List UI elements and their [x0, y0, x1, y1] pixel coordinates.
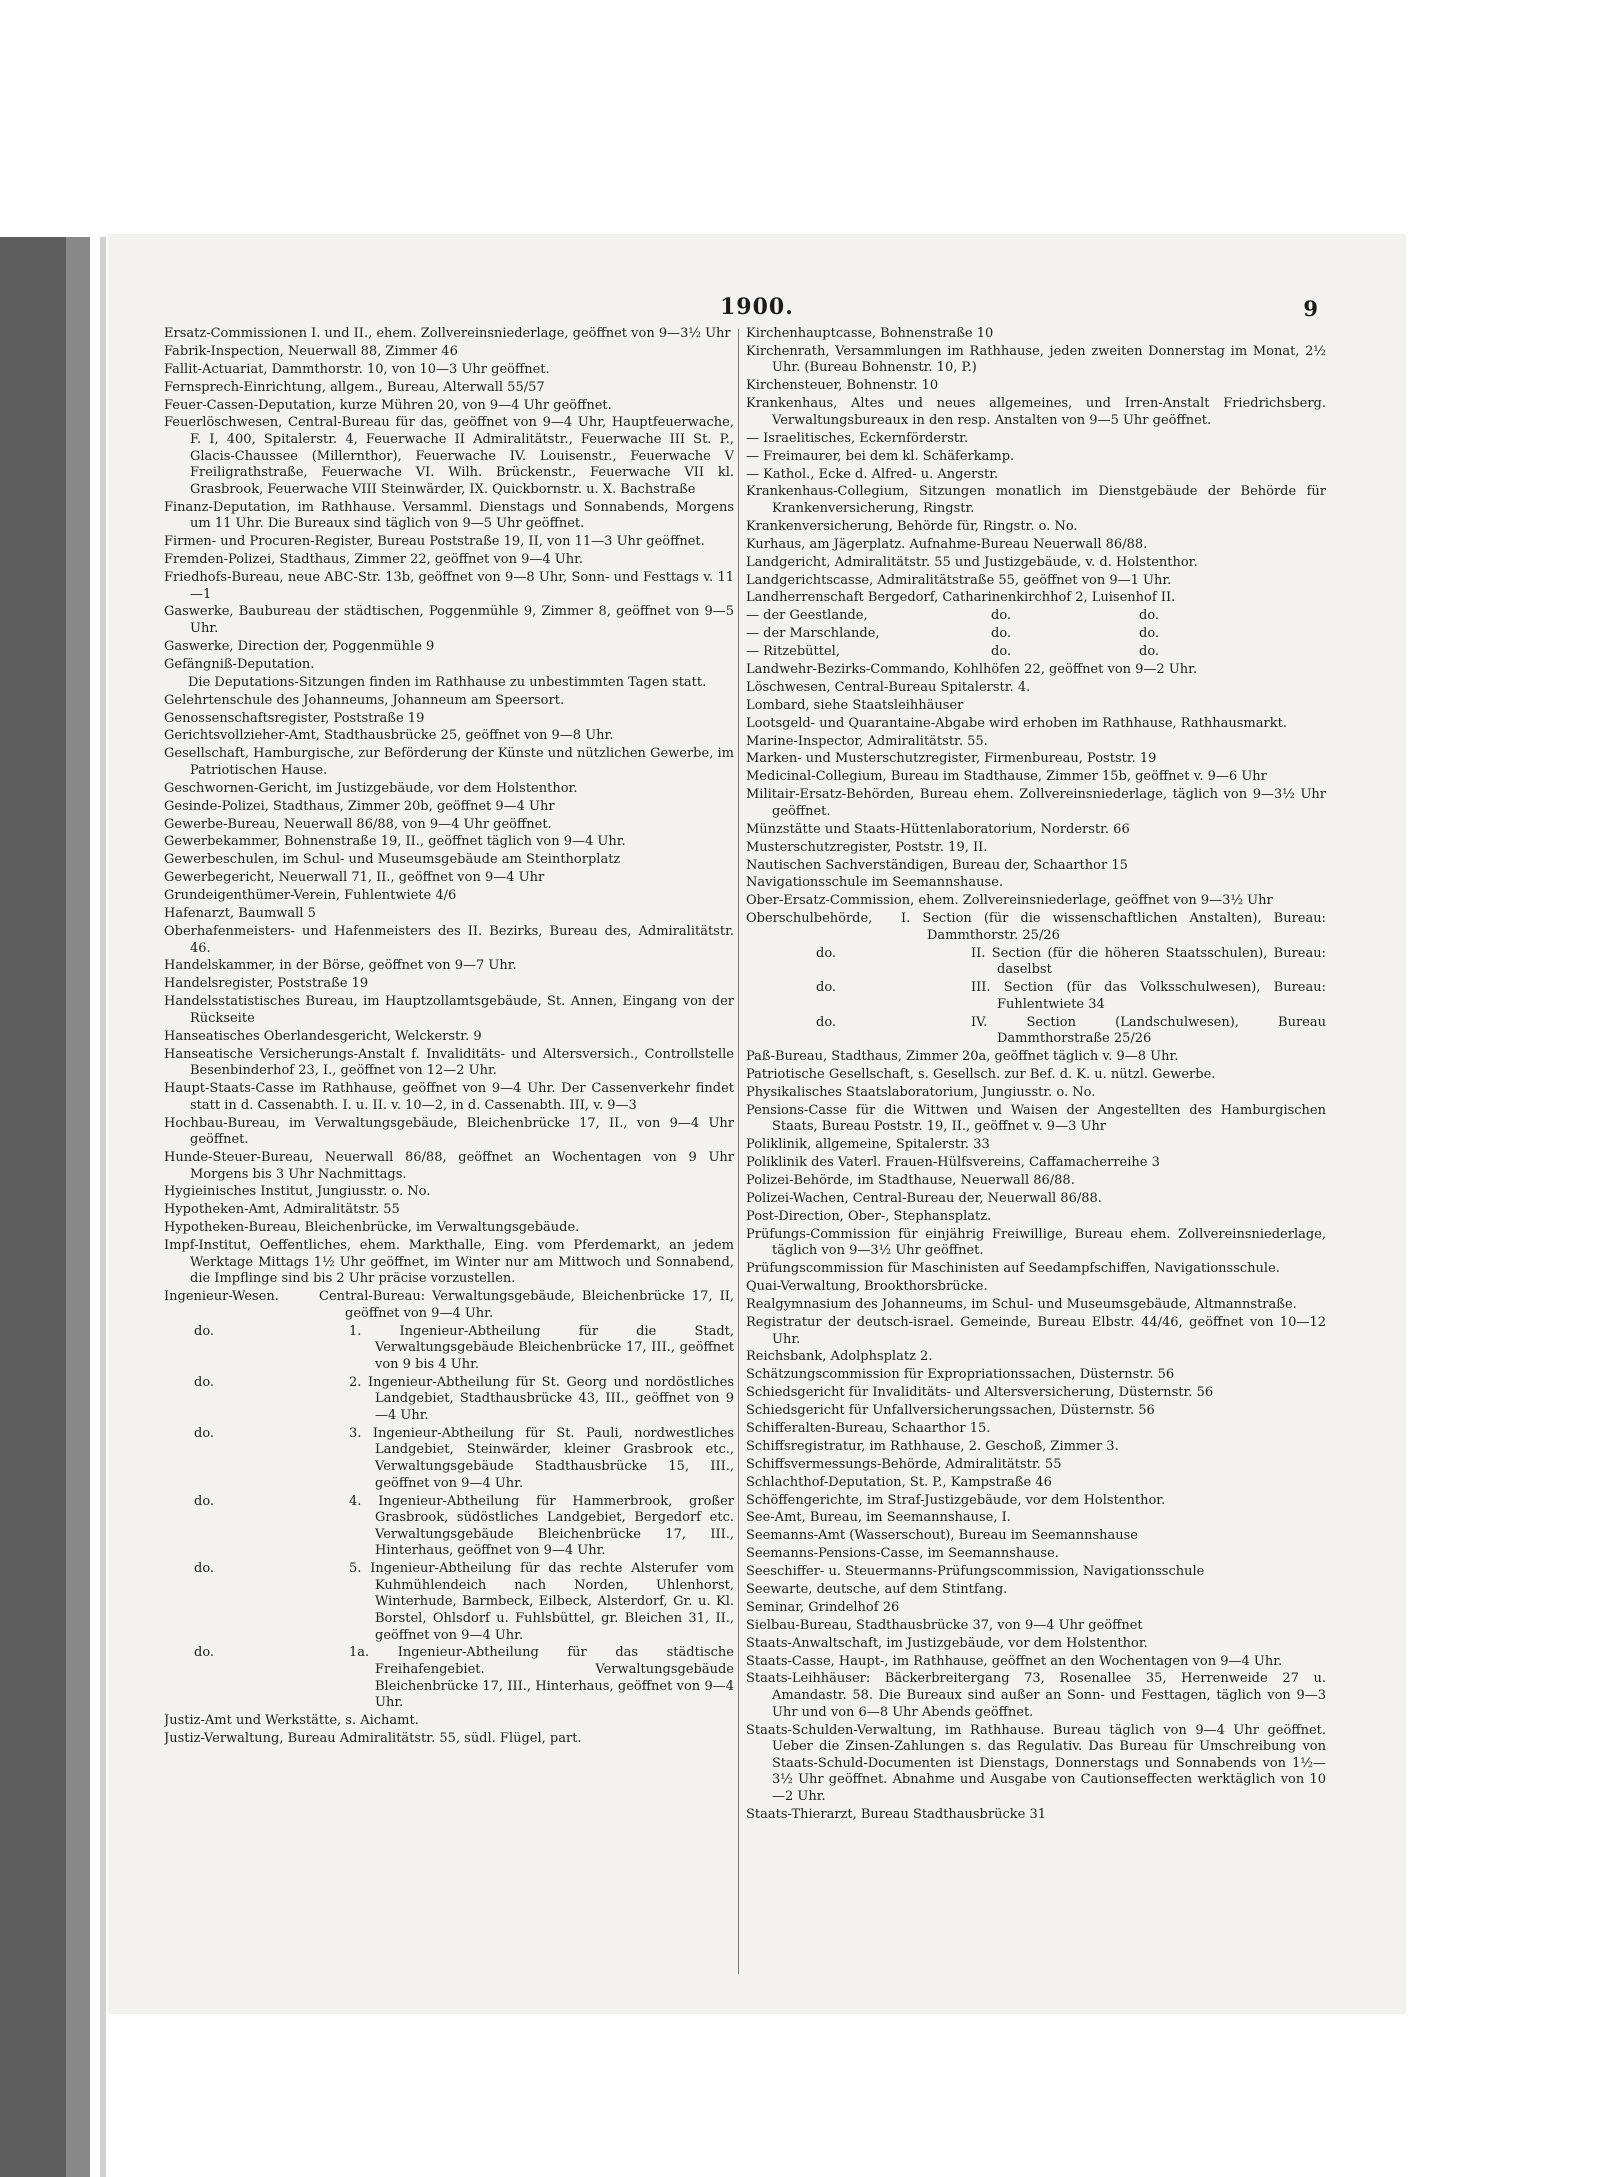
directory-entry: Schätzungscommission für Expropriationssachen, Düsternstr. 56 [746, 1367, 1175, 1383]
directory-entry: Justiz-Verwaltung, Bureau Admiralitätstr. 55, südl. Flügel, part. [164, 1731, 582, 1747]
directory-entry [746, 626, 1326, 643]
directory-entry: Gerichtsvollzieher-Amt, Stadthausbrücke 25, geöffnet von 9—8 Uhr. [164, 728, 614, 744]
directory-entry: Musterschutzregister, Poststr. 19, II. [746, 839, 988, 855]
directory-entry: Kirchensteuer, Bohnenstr. 10 [746, 378, 939, 394]
entry-text: Central-Bureau: Verwaltungsgebäude, Bleichenbrücke 17, II, geöffnet von 9—4 Uhr. [319, 1289, 734, 1321]
directory-entry: Quai-Verwaltung, Brookthorsbrücke. [746, 1279, 988, 1295]
directory-entry: Medicinal-Collegium, Bureau im Stadthause, Zimmer 15b, geöffnet v. 9—6 Uhr [746, 769, 1267, 785]
directory-entry: Staats-Thierarzt, Bureau Stadthausbrücke 31 [746, 1806, 1046, 1822]
directory-entry: Marine-Inspector, Admiralitätstr. 55. [746, 733, 988, 749]
directory-entry: Landherrenschaft Bergedorf, Catharinenkirchhof 2, Luisenhof II. [746, 590, 1176, 606]
directory-entry: See-Amt, Bureau, im Seemannshause, I. [746, 1510, 1011, 1526]
directory-entry: Friedhofs-Bureau, neue ABC-Str. 13b, geöffnet von 9—8 Uhr, Sonn- und Festtags v. 11—1 [164, 569, 734, 602]
directory-entry: Hafenarzt, Baumwall 5 [164, 906, 316, 922]
directory-entry: Krankenhaus-Collegium, Sitzungen monatlich im Dienstgebäude der Behörde für Krankenversicherung, Ringstr. [746, 484, 1326, 517]
directory-entry: Seemanns-Amt (Wasserschout), Bureau im Seemannshause [746, 1528, 1138, 1544]
directory-entry: Kirchenrath, Versammlungen im Rathhause, jeden zweiten Donnerstag im Monat, 2½ Uhr. (Bureau Bohnenstr. 10, P.) [746, 343, 1326, 376]
entry-text: III. Section (für das Volksschulwesen), Bureau: Fuhlentwiete 34 [971, 980, 1326, 1012]
directory-entry [164, 1375, 734, 1425]
entry-text: 3. Ingenieur-Abtheilung für St. Pauli, nordwestliches Landgebiet, Steinwärder, kleiner Grasbrook etc., Verwaltungsgebäude Stadthausbrücke 15, III., geöffnet von 9—4 Uhr. [349, 1425, 734, 1491]
ditto-mark: do. [1139, 608, 1160, 624]
entry-name: — der Marschlande, [746, 626, 880, 642]
entry-label: do. [816, 945, 837, 961]
ditto-mark: do. [991, 626, 1012, 642]
directory-entry: Paß-Bureau, Stadthaus, Zimmer 20a, geöffnet täglich v. 9—8 Uhr. [746, 1049, 1179, 1065]
directory-entry: Sielbau-Bureau, Stadthausbrücke 37, von 9—4 Uhr geöffnet [746, 1617, 1143, 1633]
directory-entry: Grundeigenthümer-Verein, Fuhlentwiete 4/6 [164, 888, 457, 904]
directory-entry: Landwehr-Bezirks-Commando, Kohlhöfen 22, geöffnet von 9—2 Uhr. [746, 662, 1198, 678]
directory-entry [746, 980, 1326, 1013]
entry-text: 1. Ingenieur-Abtheilung für die Stadt, Verwaltungsgebäude Bleichenbrücke 17, III., geöffnet von 9 bis 4 Uhr. [349, 1323, 734, 1372]
directory-entry: Hunde-Steuer-Bureau, Neuerwall 86/88, geöffnet an Wochentagen von 9 Uhr Morgens bis 3 Uhr Nachmittags. [164, 1150, 734, 1182]
entry-label: Oberschulbehörde, [746, 911, 873, 927]
directory-entry [164, 1426, 734, 1492]
directory-entry: — Kathol., Ecke d. Alfred- u. Angerstr. [746, 466, 999, 482]
column-divider [738, 329, 739, 1974]
left-column [164, 326, 734, 1991]
directory-entry: Post-Direction, Ober-, Stephansplatz. [746, 1208, 992, 1224]
directory-entry: Feuerlöschwesen, Central-Bureau für das, geöffnet von 9—4 Uhr, Hauptfeuerwache, F. I, 400, Spitalerstr. 4, Feuerwache II Admiralitätstr., Feuerwache III St. P., Glacis-Chaussee (Millernthor), Feuerwache IV. Louisenstr., Feuerwache V Freiligrathstraße, Feuerwache VI. Wilh. Brückenstr., Feuerwache VII kl. Grasbrook, Feuerwache VIII Steinwärder, IX. Quickbornstr. u. X. Bachstraße [164, 415, 734, 497]
directory-entry: Gewerbe-Bureau, Neuerwall 86/88, von 9—4 Uhr geöffnet. [164, 816, 552, 832]
directory-entry: Genossenschaftsregister, Poststraße 19 [164, 710, 425, 726]
directory-entry: Justiz-Amt und Werkstätte, s. Aichamt. [164, 1713, 419, 1729]
ditto-mark: do. [991, 644, 1012, 660]
directory-entry: Schiedsgericht für Invaliditäts- und Altersversicherung, Düsternstr. 56 [746, 1385, 1214, 1401]
directory-entry: Münzstätte und Staats-Hüttenlaboratorium, Norderstr. 66 [746, 821, 1130, 837]
directory-entry: Ober-Ersatz-Commission, ehem. Zollvereinsniederlage, geöffnet von 9—3½ Uhr [746, 893, 1273, 909]
entry-label: do. [194, 1561, 215, 1577]
directory-entry: Kirchenhauptcasse, Bohnenstraße 10 [746, 326, 994, 341]
entry-label: do. [816, 1014, 837, 1030]
directory-entry: Fallit-Actuariat, Dammthorstr. 10, von 10—3 Uhr geöffnet. [164, 361, 550, 377]
directory-entry: Hochbau-Bureau, im Verwaltungsgebäude, Bleichenbrücke 17, II., von 9—4 Uhr geöffnet. [164, 1115, 734, 1148]
page-fold [100, 237, 106, 2177]
entry-label: do. [194, 1374, 215, 1390]
directory-entry: Haupt-Staats-Casse im Rathhause, geöffnet von 9—4 Uhr. Der Cassenverkehr findet statt in d. Cassenabth. I. u. II. v. 10—2, in d. Cassenabth. III, v. 9—3 [164, 1081, 734, 1113]
entry-label: Ingenieur-Wesen. [164, 1289, 279, 1305]
directory-entry: Gefängniß-Deputation. [164, 656, 315, 672]
directory-entry: Gaswerke, Direction der, Poggenmühle 9 [164, 638, 435, 654]
directory-entry: Schiedsgericht für Unfallversicherungssachen, Düsternstr. 56 [746, 1403, 1155, 1419]
directory-entry: Gesinde-Polizei, Stadthaus, Zimmer 20b, geöffnet 9—4 Uhr [164, 798, 555, 814]
entry-label: do. [194, 1493, 215, 1509]
directory-entry: Landgericht, Admiralitätstr. 55 und Justizgebäude, v. d. Holstenthor. [746, 554, 1198, 570]
directory-entry: Staats-Anwaltschaft, im Justizgebäude, vor dem Holstenthor. [746, 1635, 1148, 1651]
directory-entry: Handelsstatistisches Bureau, im Hauptzollamtsgebäude, St. Annen, Eingang von der Rückseite [164, 994, 734, 1026]
directory-entry: Landgerichtscasse, Admiralitätstraße 55, geöffnet von 9—1 Uhr. [746, 572, 1172, 588]
directory-entry: Hypotheken-Amt, Admiralitätstr. 55 [164, 1202, 400, 1218]
directory-entry: Registratur der deutsch-israel. Gemeinde, Bureau Elbstr. 44/46, geöffnet von 10—12 Uhr. [746, 1314, 1326, 1347]
directory-entry: Handelskammer, in der Börse, geöffnet von 9—7 Uhr. [164, 958, 517, 974]
directory-entry [746, 1015, 1326, 1048]
directory-entry: Hypotheken-Bureau, Bleichenbrücke, im Verwaltungsgebäude. [164, 1220, 580, 1236]
directory-entry: Impf-Institut, Oeffentliches, ehem. Markthalle, Eing. vom Pferdemarkt, an jedem Werktage Mittags 1½ Uhr geöffnet, im Winter nur am Mittwoch und Sonnabend, die Impflinge sind bis 2 Uhr präcise vorzustellen. [164, 1238, 734, 1287]
directory-entry: Staats-Leihhäuser: Bäckerbreitergang 73, Rosenallee 35, Herrenweide 27 u. Amandastr. 58. Die Bureaux sind außer an Sonn- und Festtagen, täglich von 9—3 Uhr und von 6—8 Uhr Abends geöffnet. [746, 1671, 1326, 1720]
directory-entry [164, 1645, 734, 1711]
directory-entry: Gewerbegericht, Neuerwall 71, II., geöffnet von 9—4 Uhr [164, 870, 545, 886]
page-year: 1900. [720, 294, 794, 320]
directory-page [108, 234, 1406, 2014]
entry-text: I. Section (für die wissenschaftlichen Anstalten), Bureau: Dammthorstr. 25/26 [901, 911, 1326, 943]
directory-entry: Lombard, siehe Staatsleihhäuser [746, 697, 964, 713]
entry-text: IV. Section (Landschulwesen), Bureau Dammthorstraße 25/26 [971, 1014, 1326, 1047]
directory-entry: Gaswerke, Baubureau der städtischen, Poggenmühle 9, Zimmer 8, geöffnet von 9—5 Uhr. [164, 604, 734, 637]
directory-entry: Militair-Ersatz-Behörden, Bureau ehem. Zollvereinsniederlage, täglich von 9—3½ Uhr geöffnet. [746, 787, 1326, 819]
directory-entry: — Israelitisches, Eckernförderstr. [746, 430, 969, 446]
directory-entry [164, 1324, 734, 1374]
directory-entry: Ersatz-Commissionen I. und II., ehem. Zollvereinsniederlage, geöffnet von 9—3½ Uhr [164, 326, 731, 341]
adjacent-page-edge [0, 237, 90, 2177]
directory-entry [164, 1561, 734, 1644]
directory-entry: Seeschiffer- u. Steuermanns-Prüfungscommission, Navigationsschule [746, 1564, 1205, 1580]
directory-entry: Hygieinisches Institut, Jungiusstr. o. No. [164, 1184, 431, 1200]
directory-entry: Handelsregister, Poststraße 19 [164, 976, 369, 992]
directory-entry [746, 946, 1326, 979]
directory-entry [746, 644, 1326, 661]
directory-entry: Seminar, Grindelhof 26 [746, 1599, 900, 1615]
directory-entry: Die Deputations-Sitzungen finden im Rathhause zu unbestimmten Tagen statt. [188, 674, 707, 690]
directory-entry [746, 608, 1326, 625]
directory-entry: Staats-Casse, Haupt-, im Rathhause, geöffnet an den Wochentagen von 9—4 Uhr. [746, 1653, 1283, 1669]
directory-entry: Geschwornen-Gericht, im Justizgebäude, vor dem Holstenthor. [164, 780, 578, 796]
directory-entry: Poliklinik des Vaterl. Frauen-Hülfsvereins, Caffamacherreihe 3 [746, 1155, 1160, 1171]
directory-entry: Seewarte, deutsche, auf dem Stintfang. [746, 1581, 1008, 1597]
directory-entry: Schiffsvermessungs-Behörde, Admiralitätstr. 55 [746, 1456, 1062, 1472]
directory-entry: Marken- und Musterschutzregister, Firmenbureau, Poststr. 19 [746, 751, 1157, 767]
directory-entry: Hanseatische Versicherungs-Anstalt f. Invaliditäts- und Altersversich., Controllstelle Besenbinderhof 23, I., geöffnet von 12—2 Uhr. [164, 1046, 734, 1079]
ditto-mark: do. [991, 608, 1012, 624]
directory-entry: Oberhafenmeisters- und Hafenmeisters des II. Bezirks, Bureau des, Admiralitätstr. 46. [164, 923, 734, 956]
entry-label: do. [194, 1323, 215, 1339]
directory-entry: Hanseatisches Oberlandesgericht, Welckerstr. 9 [164, 1028, 482, 1044]
directory-entry: Nautischen Sachverständigen, Bureau der, Schaarthor 15 [746, 857, 1128, 873]
entry-label: do. [194, 1645, 215, 1661]
directory-entry: Gesellschaft, Hamburgische, zur Beförderung der Künste und nützlichen Gewerbe, im Patriotischen Hause. [164, 746, 734, 778]
entry-text: 2. Ingenieur-Abtheilung für St. Georg und nordöstliches Landgebiet, Stadthausbrücke 43, III., geöffnet von 9—4 Uhr. [349, 1374, 734, 1423]
entry-label: do. [194, 1425, 215, 1441]
directory-entry: Polizei-Behörde, im Stadthause, Neuerwall 86/88. [746, 1173, 1075, 1189]
directory-entry: Seemanns-Pensions-Casse, im Seemannshause. [746, 1546, 1059, 1562]
directory-entry [164, 1494, 734, 1560]
entry-text: II. Section (für die höheren Staatsschulen), Bureau: daselbst [971, 945, 1326, 978]
directory-entry [746, 911, 1326, 944]
entry-text: 4. Ingenieur-Abtheilung für Hammerbrook, großer Grasbrook, südöstliches Landgebiet, Bergedorf etc. Verwaltungsgebäude Bleichenbrücke 17, III., Hinterhaus, geöffnet von 9—4 Uhr. [349, 1493, 734, 1559]
entry-text: 5. Ingenieur-Abtheilung für das rechte Alsterufer vom Kuhmühlendeich nach Norden, Uhlenhorst, Winterhude, Barmbeck, Eilbeck, Alsterdorf, Gr. u. Kl. Borstel, Ohlsdorf u. Fuhlsbüttel, gr. Bleichen 31, II., geöffnet von 9—4 Uhr. [349, 1561, 734, 1643]
directory-entry: Pensions-Casse für die Wittwen und Waisen der Angestellten des Hamburgischen Staats, Bureau Poststr. 19, II., geöffnet v. 9—3 Uhr [746, 1102, 1326, 1135]
entry-label: do. [816, 980, 837, 996]
directory-entry: — Freimaurer, bei dem kl. Schäferkamp. [746, 448, 1015, 464]
ditto-mark: do. [1139, 644, 1160, 660]
entry-name: — der Geestlande, [746, 608, 868, 624]
directory-entry: Navigationsschule im Seemannshause. [746, 875, 1004, 891]
directory-entry: Patriotische Gesellschaft, s. Gesellsch. zur Bef. d. K. u. nützl. Gewerbe. [746, 1067, 1216, 1083]
directory-entry: Prüfungscommission für Maschinisten auf Seedampfschiffen, Navigationsschule. [746, 1261, 1280, 1277]
directory-entry: Schifferalten-Bureau, Schaarthor 15. [746, 1420, 991, 1436]
directory-entry: Kurhaus, am Jägerplatz. Aufnahme-Bureau Neuerwall 86/88. [746, 536, 1148, 552]
directory-entry: Realgymnasium des Johanneums, im Schul- und Museumsgebäude, Altmannstraße. [746, 1297, 1297, 1313]
page-number: 9 [1303, 296, 1318, 321]
directory-entry: Prüfungs-Commission für einjährig Freiwillige, Bureau ehem. Zollvereinsniederlage, täglich von 9—3½ Uhr geöffnet. [746, 1226, 1326, 1259]
directory-entry: Fernsprech-Einrichtung, allgem., Bureau, Alterwall 55/57 [164, 379, 545, 395]
page-header [108, 294, 1406, 324]
right-column [746, 326, 1326, 1976]
directory-entry: Firmen- und Procuren-Register, Bureau Poststraße 19, II, von 11—3 Uhr geöffnet. [164, 534, 705, 550]
directory-entry: Krankenhaus, Altes und neues allgemeines, und Irren-Anstalt Friedrichsberg. Verwaltungsbureaux in den resp. Anstalten von 9—5 Uhr geöffnet. [746, 396, 1326, 428]
directory-entry: Fabrik-Inspection, Neuerwall 88, Zimmer 46 [164, 343, 458, 359]
directory-entry [164, 1289, 734, 1322]
entry-text: 1a. Ingenieur-Abtheilung für das städtische Freihafengebiet. Verwaltungsgebäude Bleichenbrücke 17, III., Hinterhaus, geöffnet von 9—4 Uhr. [349, 1645, 734, 1711]
directory-entry: Physikalisches Staatslaboratorium, Jungiusstr. o. No. [746, 1084, 1096, 1100]
directory-entry: Staats-Schulden-Verwaltung, im Rathhause. Bureau täglich von 9—4 Uhr geöffnet. Ueber die Zinsen-Zahlungen s. das Regulativ. Das Bureau für Umschreibung von Staats-Schuld-Documenten ist Dienstags, Donnerstags und Sonnabends von 1½—3½ Uhr geöffnet. Abnahme und Ausgabe von Cautionseffecten werktäglich von 10—2 Uhr. [746, 1722, 1326, 1804]
directory-entry: Gewerbekammer, Bohnenstraße 19, II., geöffnet täglich von 9—4 Uhr. [164, 834, 626, 850]
directory-entry: Schöffengerichte, im Straf-Justizgebäude, vor dem Holstenthor. [746, 1492, 1166, 1508]
entry-name: — Ritzebüttel, [746, 644, 840, 660]
directory-entry: Poliklinik, allgemeine, Spitalerstr. 33 [746, 1137, 990, 1153]
directory-entry: Gewerbeschulen, im Schul- und Museumsgebäude am Steinthorplatz [164, 852, 621, 868]
directory-entry: Krankenversicherung, Behörde für, Ringstr. o. No. [746, 518, 1078, 534]
directory-entry: Reichsbank, Adolphsplatz 2. [746, 1349, 933, 1365]
directory-entry: Polizei-Wachen, Central-Bureau der, Neuerwall 86/88. [746, 1190, 1102, 1206]
directory-entry: Feuer-Cassen-Deputation, kurze Mühren 20, von 9—4 Uhr geöffnet. [164, 397, 612, 413]
directory-entry: Gelehrtenschule des Johanneums, Johanneum am Speersort. [164, 692, 565, 708]
directory-entry: Löschwesen, Central-Bureau Spitalerstr. 4. [746, 679, 1031, 695]
directory-entry: Schiffsregistratur, im Rathhause, 2. Geschoß, Zimmer 3. [746, 1438, 1119, 1454]
directory-entry: Lootsgeld- und Quarantaine-Abgabe wird erhoben im Rathhause, Rathhausmarkt. [746, 715, 1287, 731]
directory-entry: Fremden-Polizei, Stadthaus, Zimmer 22, geöffnet von 9—4 Uhr. [164, 552, 584, 568]
directory-entry: Schlachthof-Deputation, St. P., Kampstraße 46 [746, 1474, 1052, 1490]
ditto-mark: do. [1139, 626, 1160, 642]
directory-entry: Finanz-Deputation, im Rathhause. Versamml. Dienstags und Sonnabends, Morgens um 11 Uhr. Die Bureaux sind täglich von 9—5 Uhr geöffnet. [164, 499, 734, 532]
